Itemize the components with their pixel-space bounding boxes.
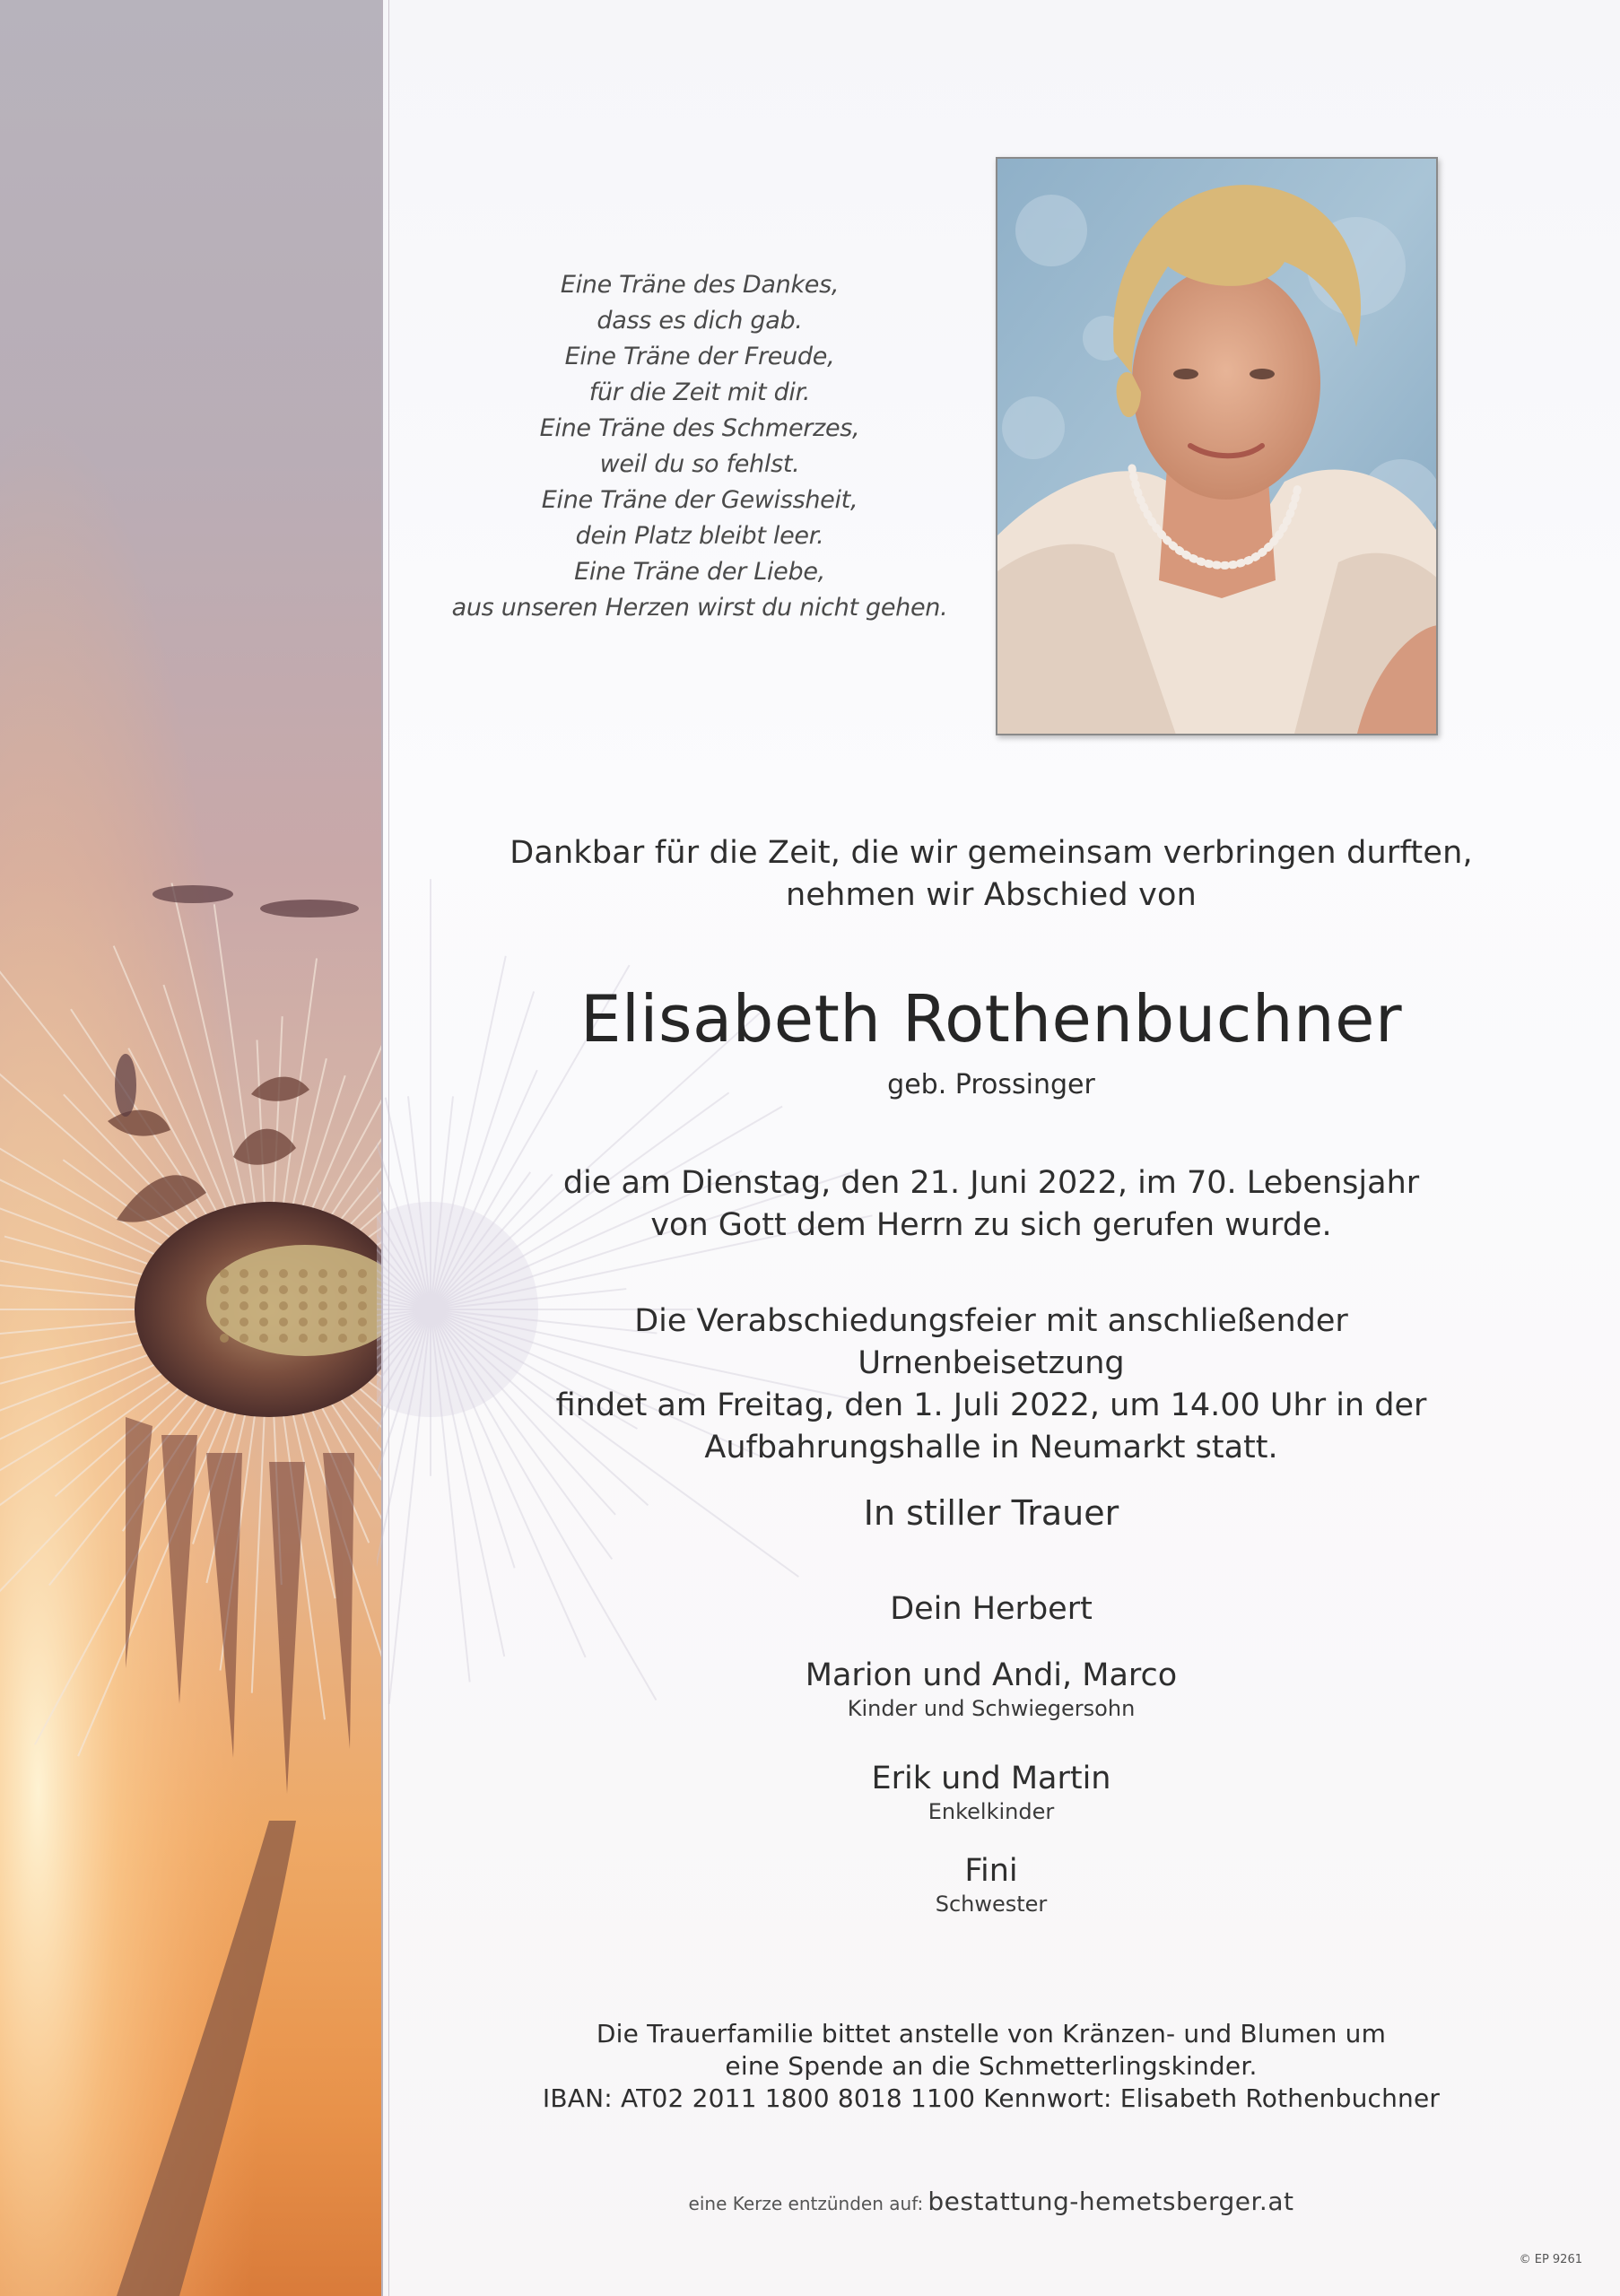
death-notice-line: von Gott dem Herrn zu sich gerufen wurde. [650, 1207, 1332, 1243]
poem-line: Eine Träne des Dankes, [560, 271, 840, 299]
family-member-name: Erik und Martin [871, 1761, 1111, 1796]
ceremony-line: Aufbahrungshalle in Neumarkt statt. [704, 1430, 1278, 1465]
divider-line-inner [388, 0, 389, 2296]
intro-text [502, 832, 1480, 917]
candle-prefix: eine Kerze entzünden auf: [688, 2193, 924, 2214]
family-member-relation: Kinder und Schwiegersohn [847, 1696, 1136, 1721]
poem-line: dass es dich gab. [597, 307, 803, 335]
intro-line: nehmen wir Abschied von [785, 877, 1198, 913]
ceremony-line: findet am Freitag, den 1. Juli 2022, um 14.00 Uhr in der [555, 1387, 1427, 1423]
poem [422, 267, 978, 626]
poem-line: Eine Träne der Gewissheit, [541, 486, 858, 514]
family-member [502, 1759, 1480, 1825]
divider-line [381, 0, 383, 2296]
poem-line: dein Platz bleibt leer. [575, 522, 824, 550]
poem-line: Eine Träne der Freude, [564, 343, 835, 370]
mourning-heading: In stiller Trauer [863, 1493, 1119, 1533]
candle-website-link[interactable]: bestattung-hemetsberger.at [928, 2187, 1294, 2216]
family-member-name: Dein Herbert [890, 1591, 1093, 1627]
deceased-name: Elisabeth Rothenbuchner [579, 981, 1403, 1057]
dandelion-illustration [0, 0, 381, 2296]
family-member-relation: Enkelkinder [928, 1799, 1055, 1824]
candle-footer [502, 2187, 1480, 2216]
donation-iban: IBAN: AT02 2011 1800 8018 1100 Kennwort: Elisabeth Rothenbuchner [542, 2083, 1441, 2113]
donation-request [502, 2018, 1480, 2115]
poem-line: für die Zeit mit dir. [588, 378, 811, 406]
family-member [502, 1589, 1480, 1629]
ceremony-details [502, 1300, 1480, 1469]
family-member-name: Fini [964, 1853, 1018, 1889]
intro-line: Dankbar für die Zeit, die wir gemeinsam verbringen durften, [510, 835, 1473, 871]
poem-line: weil du so fehlst. [599, 450, 800, 478]
death-notice [502, 1162, 1480, 1247]
donation-line: Die Trauerfamilie bittet anstelle von Kränzen- und Blumen um [596, 2019, 1387, 2048]
portrait-photo [996, 157, 1438, 735]
donation-line: eine Spende an die Schmetterlingskinder. [725, 2051, 1258, 2081]
family-member [502, 1656, 1480, 1722]
portrait-image [997, 159, 1438, 735]
poem-line: aus unseren Herzen wirst du nicht gehen. [451, 594, 948, 622]
print-code: © EP 9261 [1519, 2253, 1582, 2266]
maiden-name: geb. Prossinger [887, 1069, 1095, 1100]
family-member-name: Marion und Andi, Marco [805, 1657, 1178, 1693]
death-notice-line: die am Dienstag, den 21. Juni 2022, im 70. Lebensjahr [562, 1165, 1420, 1201]
poem-line: Eine Träne der Liebe, [574, 558, 825, 586]
ceremony-line: Die Verabschiedungsfeier mit anschließender Urnenbeisetzung [634, 1303, 1348, 1381]
family-member [502, 1851, 1480, 1918]
family-member-relation: Schwester [935, 1892, 1048, 1917]
decorative-strip [0, 0, 381, 2296]
poem-line: Eine Träne des Schmerzes, [539, 414, 860, 442]
